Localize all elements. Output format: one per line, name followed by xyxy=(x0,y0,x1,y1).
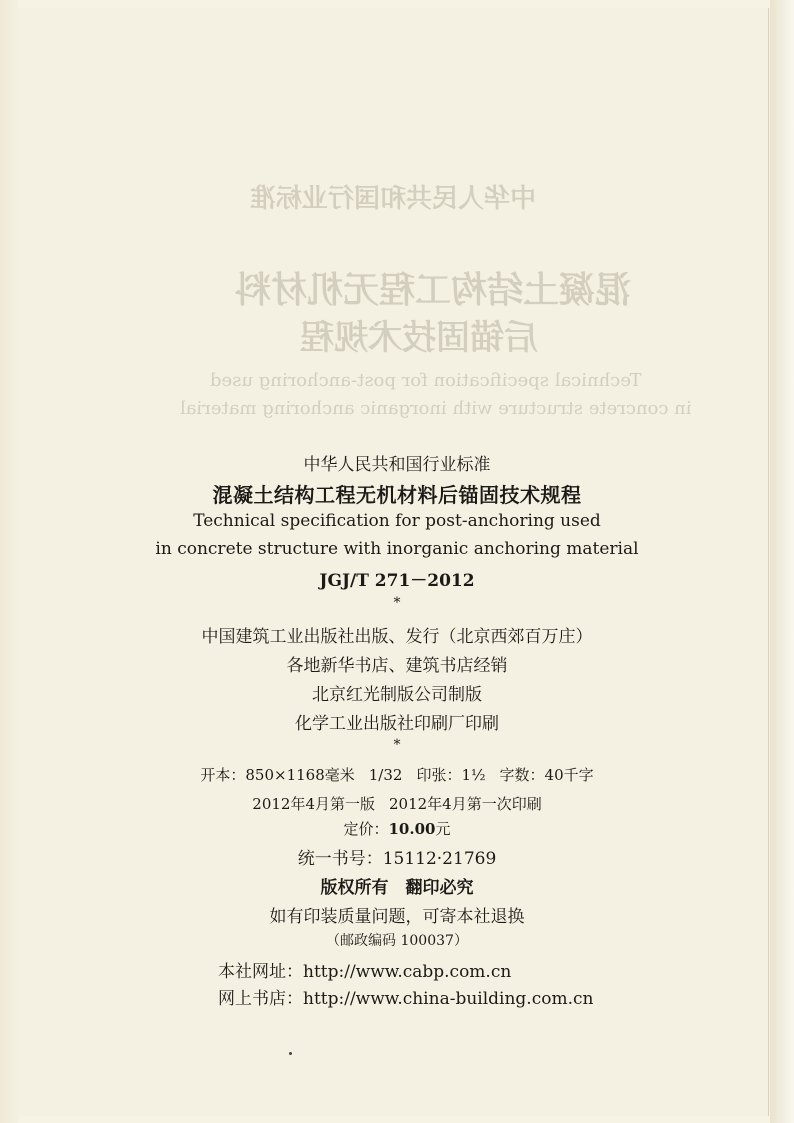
price xyxy=(0,818,794,839)
distributor: 各地新华书店、建筑书店经销 xyxy=(286,656,508,676)
publisher: 中国建筑工业出版社出版、发行（北京西郊百万庄） xyxy=(201,627,593,647)
price-label: 定价： xyxy=(343,820,389,838)
fold: 1/32 xyxy=(368,766,403,784)
page-edge xyxy=(770,0,794,1123)
book-number: 统一书号：15112·21769 xyxy=(297,849,497,869)
website-link[interactable]: 本社网址：http://www.cabp.com.cn xyxy=(218,962,512,982)
book-specs xyxy=(0,764,794,785)
paper-speck xyxy=(289,1052,292,1055)
standard-code: JGJ/T 271－2012 xyxy=(319,571,475,591)
bleed-through-standard: 中华人民共和国行业标准 xyxy=(250,184,537,214)
format: 开本：850×1168毫米 xyxy=(200,766,355,784)
title-english-line-1: Technical specification for post-anchoring used xyxy=(193,511,601,531)
bleed-through-english-2: in concrete structure with inorganic anchoring material xyxy=(180,398,692,419)
bleed-through-title-1: 混凝土结构工程无机材料 xyxy=(235,269,632,311)
postal-code: （邮政编码 100037） xyxy=(326,933,468,949)
edition: 2012年4月第一版 xyxy=(252,795,375,813)
printer: 化学工业出版社印刷厂印刷 xyxy=(295,714,499,734)
sheets: 印张：1½ xyxy=(416,766,486,784)
copyright-notice: 版权所有 翻印必究 xyxy=(320,878,474,898)
standard-type: 中华人民共和国行业标准 xyxy=(303,455,491,475)
separator-star: * xyxy=(393,737,401,753)
separator-star: * xyxy=(393,595,401,611)
online-store-link[interactable]: 网上书店：http://www.china-building.com.cn xyxy=(218,989,594,1009)
printing: 2012年4月第一次印刷 xyxy=(389,795,542,813)
page-gutter xyxy=(0,0,18,1123)
bleed-through-english-1: Technical specification for post-anchoring used xyxy=(210,370,642,391)
return-notice: 如有印装质量问题，可寄本社退换 xyxy=(269,907,525,927)
price-value: 10.00 xyxy=(388,820,436,838)
price-unit: 元 xyxy=(435,820,451,838)
title-chinese: 混凝土结构工程无机材料后锚固技术规程 xyxy=(212,483,582,507)
bleed-through-title-2: 后锚固技术规程 xyxy=(300,318,538,358)
edition-info xyxy=(0,793,794,814)
title-english-line-2: in concrete structure with inorganic anchoring material xyxy=(155,539,639,559)
word-count: 字数：40千字 xyxy=(499,766,594,784)
plate-maker: 北京红光制版公司制版 xyxy=(312,685,482,705)
